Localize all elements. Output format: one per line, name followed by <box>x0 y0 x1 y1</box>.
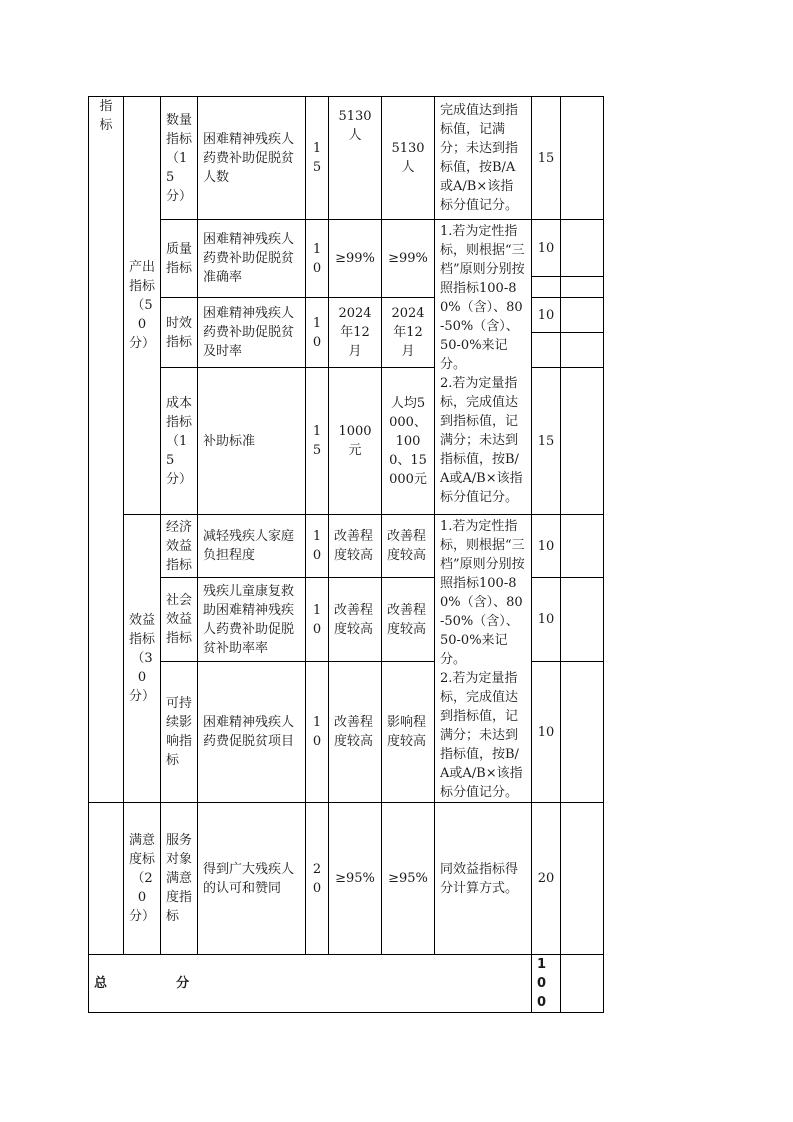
economic-target: 改善程度较高 <box>334 529 374 564</box>
performance-table <box>88 96 604 1013</box>
benefit-group-cell <box>124 515 161 803</box>
benefit-rule: 1.若为定性指标，则根据“三档”原则分别按照指标100-80%（含）、80-50%（含）、50-0%来记分。 2.若为定量指标，完成值达到指标值，记满分；未达到指标值，按B/A或A/B×该指标分值记分。 <box>440 519 525 800</box>
timeliness-name-cell <box>161 298 198 368</box>
satisfaction-rule: 同效益指标得分计算方式。 <box>440 861 519 896</box>
timeliness-weight-cell <box>306 298 329 368</box>
timeliness-score-extra-cell <box>532 333 561 368</box>
timeliness-target-cell <box>329 298 382 368</box>
social-actual: 改善程度较高 <box>387 602 427 637</box>
output-rule-cell <box>435 220 532 515</box>
quality-actual: ≥99% <box>388 251 428 266</box>
social-score: 10 <box>537 612 555 628</box>
timeliness-score-cell <box>532 298 561 333</box>
quantity-target: 5130人 <box>338 109 372 143</box>
quantity-content: 困难精神残疾人药费补助促脱贫人数 <box>203 131 295 185</box>
total-label-a: 总 <box>94 976 108 991</box>
timeliness-target: 2024年12月 <box>338 306 372 359</box>
satisfaction-actual-cell <box>382 803 435 955</box>
economic-actual-cell <box>382 515 435 578</box>
quality-score: 10 <box>537 240 555 256</box>
economic-content-cell <box>198 515 306 578</box>
total-score: 100 <box>537 957 547 1010</box>
quantity-weight: 15 <box>312 141 322 175</box>
timeliness-content: 困难精神残疾人药费补助促脱贫及时率 <box>203 306 295 359</box>
output-group-cell <box>124 97 161 515</box>
satisfaction-name: 服务对象满意度指标 <box>166 833 193 924</box>
sustainable-score-cell <box>532 662 561 803</box>
total-note-cell <box>561 955 604 1013</box>
timeliness-score: 10 <box>537 307 555 323</box>
sustainable-name: 可持续影响指标 <box>166 696 193 768</box>
benefit-group-label: 效益指标（30分） <box>129 613 156 704</box>
cost-weight-cell <box>306 368 329 515</box>
cost-actual: 人均5000、1000、15000元 <box>389 395 427 487</box>
quantity-name: 数量指标（15分） <box>166 112 193 204</box>
total-score-cell <box>532 955 561 1013</box>
quality-score-cell <box>532 220 561 277</box>
satisfaction-weight: 20 <box>312 861 322 896</box>
social-note-cell <box>561 578 604 662</box>
sustainable-target-cell <box>329 662 382 803</box>
satisfaction-group-cell <box>124 803 161 955</box>
satisfaction-name-cell <box>161 803 198 955</box>
quantity-rule: 完成值达到指标值，记满分；未达到指标值，按B/A或A/B×该指标分值记分。 <box>440 103 519 213</box>
quality-weight-cell <box>306 220 329 298</box>
social-actual-cell <box>382 578 435 662</box>
economic-actual: 改善程度较高 <box>387 529 427 564</box>
quality-name-cell <box>161 220 198 298</box>
sustainable-content: 困难精神残疾人药费促脱贫项目 <box>203 715 295 749</box>
output-rule: 1.若为定性指标，则根据“三档”原则分别按照指标100-80%（含）、80-50%（含）、50-0%来记分。 2.若为定量指标，完成值达到指标值，记满分；未达到指标值，按B/A或A/B×该指标分值记分。 <box>440 224 525 505</box>
sustainable-target: 改善程度较高 <box>334 715 374 749</box>
quality-note-extra-cell <box>561 277 604 298</box>
quantity-actual: 5130人 <box>391 141 425 175</box>
satisfaction-rule-cell <box>435 803 532 955</box>
timeliness-actual-cell <box>382 298 435 368</box>
cost-target-cell <box>329 368 382 515</box>
quality-target: ≥99% <box>335 251 375 266</box>
economic-content: 减轻残疾人家庭负担程度 <box>203 529 295 564</box>
quality-content: 困难精神残疾人药费补助促脱贫准确率 <box>203 232 295 285</box>
quantity-weight-cell <box>306 97 329 220</box>
economic-weight: 10 <box>312 529 322 564</box>
social-weight: 10 <box>312 602 322 637</box>
sustainable-content-cell <box>198 662 306 803</box>
satisfaction-group-label: 满意度标（20分） <box>129 833 156 924</box>
social-name-cell <box>161 578 198 662</box>
satisfaction-score-cell <box>532 803 561 955</box>
economic-name-cell <box>161 515 198 578</box>
cost-score-cell <box>532 368 561 515</box>
quantity-rule-cell <box>435 97 532 220</box>
satisfaction-target-cell <box>329 803 382 955</box>
cost-note-cell <box>561 368 604 515</box>
cost-content: 补助标准 <box>203 433 256 449</box>
timeliness-actual: 2024年12月 <box>391 306 425 359</box>
economic-score-cell <box>532 515 561 578</box>
cost-score: 15 <box>537 433 555 449</box>
sustainable-note-cell <box>561 662 604 803</box>
total-label-b: 分 <box>176 976 190 991</box>
sustainable-name-cell <box>161 662 198 803</box>
quantity-score-cell <box>532 97 561 220</box>
quality-actual-cell <box>382 220 435 298</box>
cost-content-cell <box>198 368 306 515</box>
sustainable-actual: 影响程度较高 <box>387 715 427 749</box>
economic-target-cell <box>329 515 382 578</box>
satisfaction-level1-cell <box>89 803 124 955</box>
quality-target-cell <box>329 220 382 298</box>
cost-target: 1000元 <box>338 424 372 458</box>
satisfaction-weight-cell <box>306 803 329 955</box>
satisfaction-score: 20 <box>537 871 555 886</box>
total-label-cell <box>89 955 532 1013</box>
timeliness-weight: 10 <box>312 315 322 350</box>
social-target-cell <box>329 578 382 662</box>
timeliness-name: 时效指标 <box>166 315 193 350</box>
social-target: 改善程度较高 <box>334 602 374 637</box>
economic-name: 经济效益指标 <box>166 519 193 573</box>
quality-weight: 10 <box>312 241 322 276</box>
timeliness-note-cell <box>561 298 604 333</box>
quantity-note-cell <box>561 97 604 220</box>
quantity-target-cell <box>329 97 382 220</box>
social-content-cell <box>198 578 306 662</box>
quality-note-cell <box>561 220 604 277</box>
quality-content-cell <box>198 220 306 298</box>
satisfaction-target: ≥95% <box>335 871 375 886</box>
economic-score: 10 <box>537 538 555 554</box>
sustainable-actual-cell <box>382 662 435 803</box>
satisfaction-content-cell <box>198 803 306 955</box>
cost-actual-cell <box>382 368 435 515</box>
quality-score-extra-cell <box>532 277 561 298</box>
social-score-cell <box>532 578 561 662</box>
level1-label: 指标 <box>99 99 113 133</box>
satisfaction-content: 得到广大残疾人的认可和赞同 <box>203 861 295 896</box>
economic-note-cell <box>561 515 604 578</box>
economic-weight-cell <box>306 515 329 578</box>
sustainable-weight-cell <box>306 662 329 803</box>
satisfaction-note-cell <box>561 803 604 955</box>
quantity-name-cell <box>161 97 198 220</box>
benefit-rule-cell <box>435 515 532 803</box>
cost-weight: 15 <box>312 424 322 458</box>
timeliness-content-cell <box>198 298 306 368</box>
social-weight-cell <box>306 578 329 662</box>
social-content: 残疾儿童康复救助困难精神残疾人药费补助促脱贫补助率率 <box>203 583 295 656</box>
output-group-label: 产出指标（50分） <box>129 260 156 351</box>
satisfaction-actual: ≥95% <box>388 871 428 886</box>
quantity-score: 15 <box>537 150 555 166</box>
quantity-content-cell <box>198 97 306 220</box>
level1-cell <box>89 97 124 803</box>
cost-name: 成本指标（15分） <box>166 395 193 487</box>
quality-name: 质量指标 <box>166 241 193 276</box>
timeliness-note-extra-cell <box>561 333 604 368</box>
social-name: 社会效益指标 <box>166 593 193 647</box>
sustainable-weight: 10 <box>312 715 322 749</box>
sustainable-score: 10 <box>537 724 555 740</box>
cost-name-cell <box>161 368 198 515</box>
quantity-actual-cell <box>382 97 435 220</box>
